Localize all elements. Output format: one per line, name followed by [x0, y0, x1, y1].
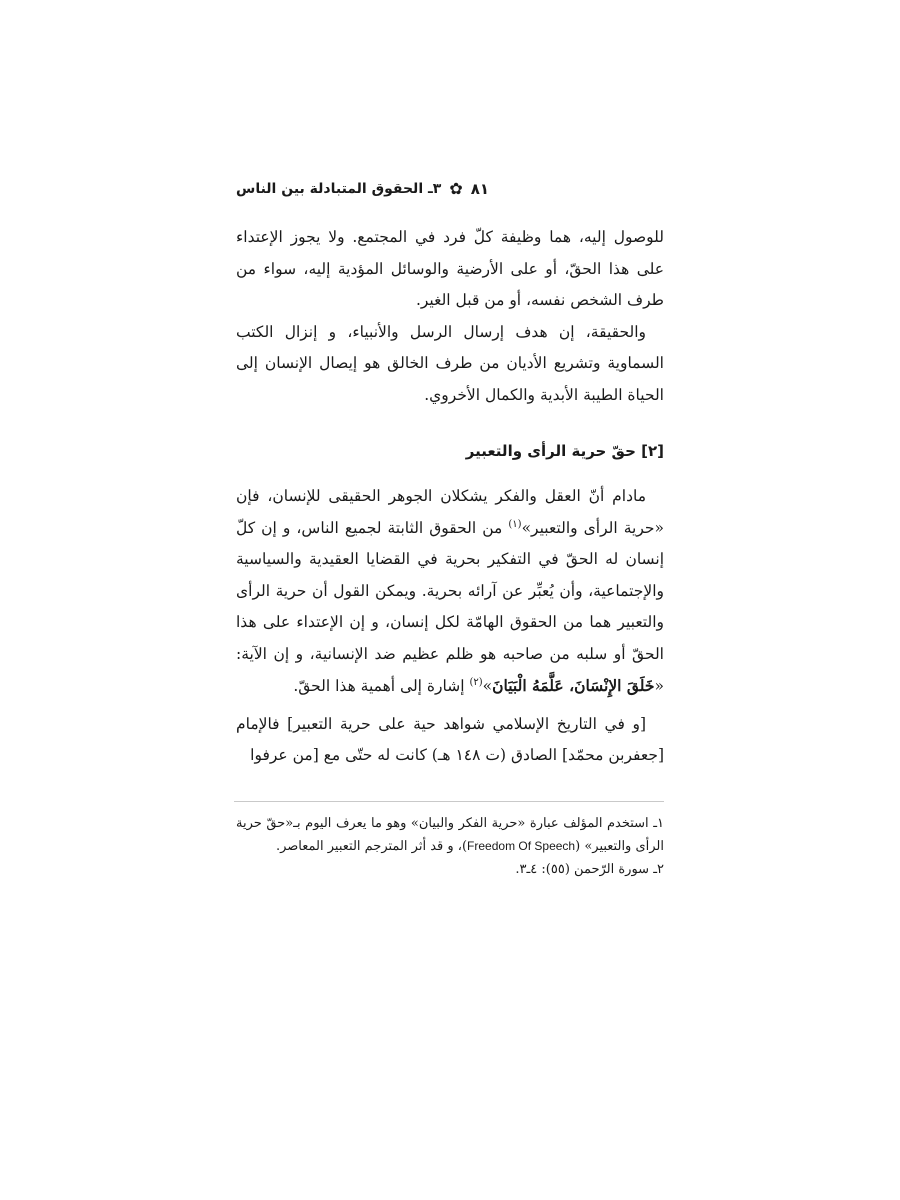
chapter-title: ٣ـ الحقوق المتبادلة بين الناس — [236, 181, 442, 197]
footnote-ref-2[interactable]: (٢) — [469, 676, 483, 688]
quran-verse: خَلَقَ الإِنْسَانَ، عَلَّمَهُ الْبَيَانَ — [492, 676, 655, 695]
paragraph-3-text-b: من الحقوق الثابتة لجميع الناس، و إن كلّ إنسان له الحقّ في التفكير بحرية في القضايا العقيدية والسياسية والإجتماعية، وأن يُعبِّر عن آرائه بحرية. ويمكن القول أن حرية الرأى والتعبير هما من الحقوق الهامّة لكل إنسان، و إن الإعتداء على هذا الحقّ أو سلبه من صاحبه هو ظلم عظيم ضد الإنسانية، و إن الآية: « — [236, 518, 664, 695]
paragraph-1: للوصول إليه، هما وظيفة كلّ فرد في المجتمع. ولا يجوز الإعتداء على هذا الحقّ، أو على الأرضية والوسائل المؤدية إليه، سواء من طرف الشخص نفسه، أو من قبل الغير. — [236, 228, 664, 309]
paragraph-3 — [236, 481, 664, 703]
footnote-1-text-b: )، و قد أثر المترجم التعبير المعاصر. — [275, 839, 468, 854]
footnote-1 — [236, 812, 664, 858]
footnote-divider — [234, 801, 664, 802]
footnote-ref-1[interactable]: (١) — [508, 518, 522, 530]
footnote-1-latin: Freedom Of Speech — [467, 839, 576, 853]
paragraph-3-text-c: إشارة إلى أهمية هذا الحقّ. — [293, 677, 465, 695]
paragraph-4: [و في التاريخ الإسلامي شواهد حية على حرية التعبير] فالإمام [جعفربن محمّد] الصادق (ت ١٤٨ هـ) كانت له حتّى مع [من عرفوا — [236, 714, 664, 764]
footnote-1-text-a: ١ـ استخدم المؤلف عبارة «حرية الفكر والبيان» وهو ما يعرف اليوم بـ«حقّ حرية الرأى والتعبير» ( — [236, 816, 664, 854]
quote-close: » — [482, 677, 493, 695]
main-text — [236, 222, 664, 772]
running-header — [236, 180, 664, 198]
section-heading: [٢] حقّ حرية الرأى والتعبير — [465, 442, 664, 460]
paragraph-2: والحقيقة، إن هدف إرسال الرسل والأنبياء، و إنزال الكتب السماوية وتشريع الأديان من طرف الخالق هو إيصال الإنسان إلى الحياة الطيبة الأبدية والكمال الأخروي. — [236, 322, 664, 404]
paragraph-3-text-a: مادام أنّ العقل والفكر يشكلان الجوهر الحقيقى للإنسان، فإن «حرية الرأى والتعبير» — [236, 487, 664, 537]
page-number: ٨١ — [470, 180, 490, 198]
footnotes — [236, 812, 664, 881]
flower-ornament-icon: ✿ — [449, 179, 463, 198]
footnote-2: ٢ـ سورة الرّحمن (٥٥): ٤ـ٣. — [515, 862, 664, 877]
